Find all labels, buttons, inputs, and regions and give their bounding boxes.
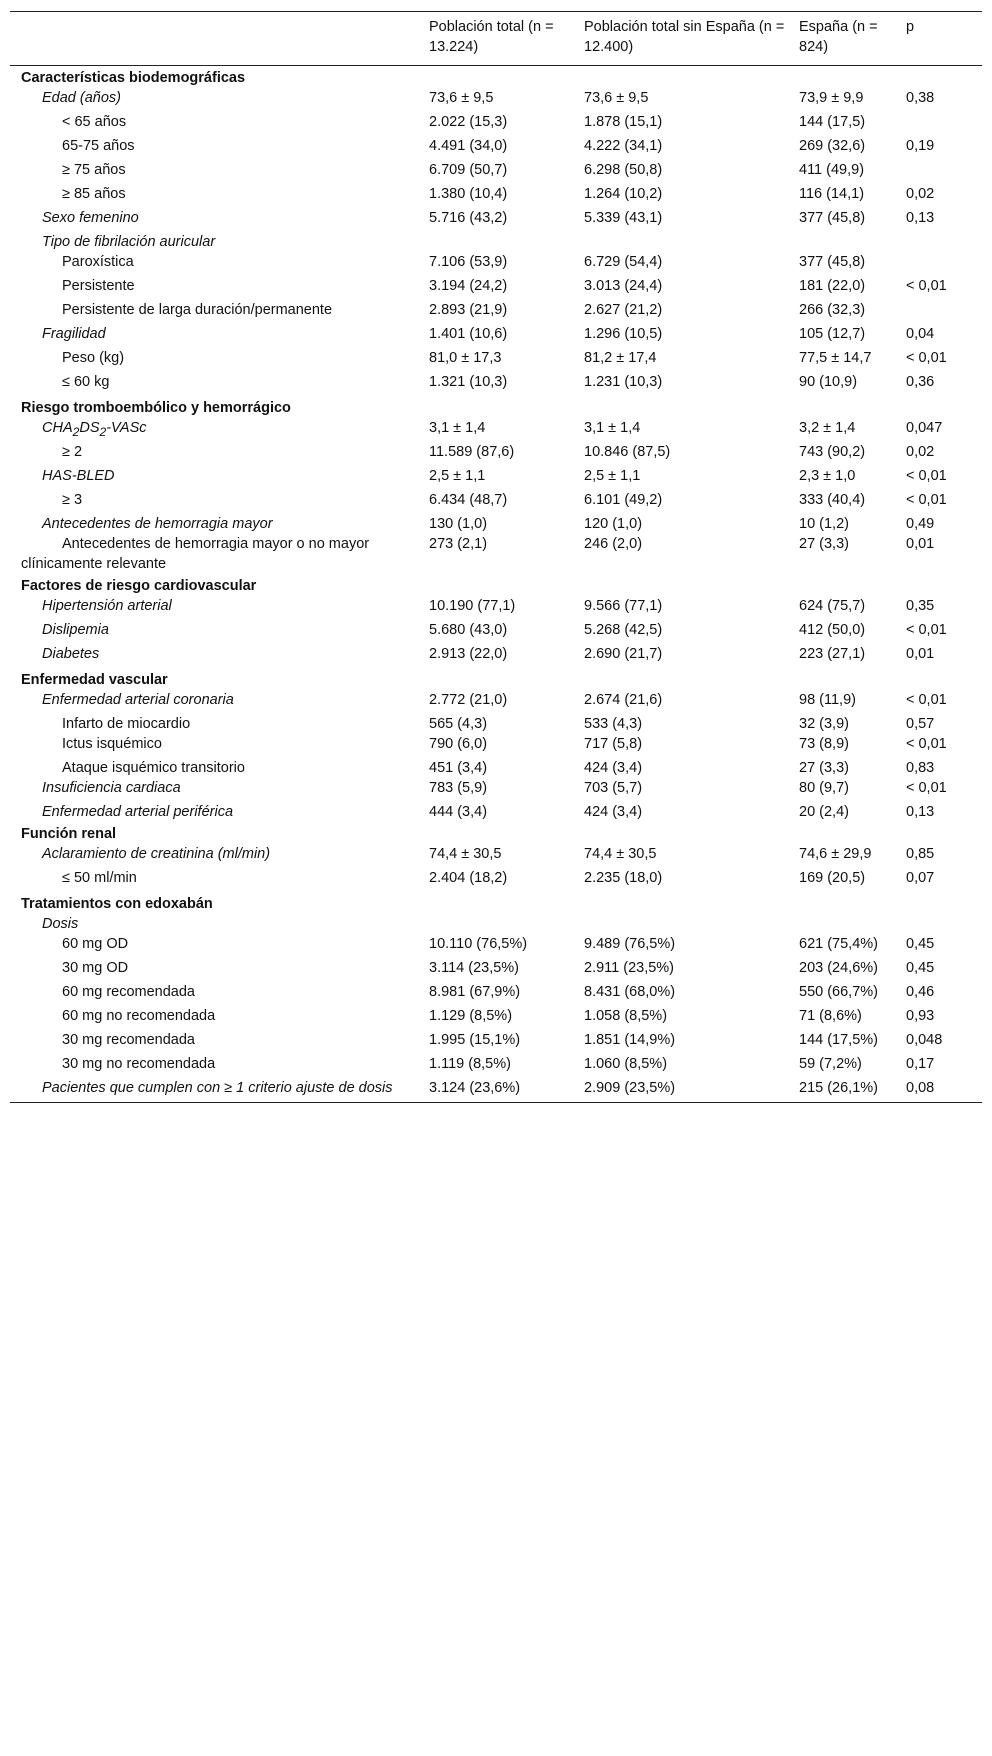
cell-p: 0,93: [906, 1007, 935, 1024]
row-label: 30 mg recomendada: [62, 1031, 195, 1048]
cell-total: 1.401 (10,6): [429, 326, 508, 342]
cell-espana: 223 (27,1): [799, 645, 866, 662]
table-row: [10, 778, 982, 802]
table-row: [10, 300, 982, 324]
table-row: [10, 534, 982, 574]
row-label: Ictus isquémico: [62, 735, 162, 752]
cell-sin-espana: 533 (4,3): [584, 715, 643, 732]
table-row: [10, 690, 982, 714]
cell-sin-espana: 5.339 (43,1): [584, 210, 663, 226]
cell-total: 81,0 ± 17,3: [429, 350, 502, 366]
cell-p: 0,13: [906, 210, 935, 226]
cell-p: [906, 252, 982, 276]
cell-sin-espana: 1.851 (14,9%): [584, 1031, 676, 1048]
table-row: [10, 934, 982, 958]
cell-sin-espana: 74,4 ± 30,5: [584, 845, 657, 862]
table-row: [10, 252, 982, 276]
header-total: Población total (n = 13.224): [429, 19, 554, 55]
cell-p: 0,01: [906, 535, 935, 552]
cell-p: 0,38: [906, 90, 935, 106]
table-row: [10, 184, 982, 208]
row-label: Pacientes que cumplen con ≥ 1 criterio ajuste de dosis: [42, 1079, 393, 1096]
cell-p: 0,08: [906, 1079, 935, 1096]
cell-total: [429, 232, 584, 252]
cell-espana: 333 (40,4): [799, 491, 866, 508]
cell-espana: 105 (12,7): [799, 326, 866, 342]
cell-total: 3,1 ± 1,4: [429, 420, 486, 436]
row-label: Tipo de fibrilación auricular: [42, 234, 216, 250]
cell-total: 74,4 ± 30,5: [429, 845, 502, 862]
cell-sin-espana: 246 (2,0): [584, 535, 643, 552]
cell-sin-espana: 9.489 (76,5%): [584, 935, 676, 952]
cell-total: 2.893 (21,9): [429, 302, 508, 318]
cell-sin-espana: 1.878 (15,1): [584, 114, 663, 130]
row-label: ≤ 60 kg: [62, 374, 110, 390]
section-title: Función renal: [21, 825, 117, 842]
cell-p: 0,57: [906, 715, 935, 732]
cell-sin-espana: 6.298 (50,8): [584, 162, 663, 178]
cell-total: 7.106 (53,9): [429, 254, 508, 270]
cell-total: 2.404 (18,2): [429, 869, 508, 886]
row-label: Persistente: [62, 278, 135, 294]
cell-total: 2,5 ± 1,1: [429, 467, 486, 484]
row-label: Diabetes: [42, 645, 100, 662]
cell-espana: [799, 232, 906, 252]
cell-p: 0,85: [906, 845, 935, 862]
header-row: [10, 12, 982, 66]
cell-p: 0,02: [906, 443, 935, 460]
cell-total: 1.119 (8,5%): [429, 1055, 511, 1072]
cell-p: < 0,01: [906, 735, 947, 752]
row-label: Edad (años): [42, 90, 121, 106]
table-row: [10, 514, 982, 534]
cell-sin-espana: 1.264 (10,2): [584, 186, 663, 202]
cell-espana: 90 (10,9): [799, 374, 858, 390]
cell-sin-espana: 8.431 (68,0%): [584, 983, 676, 1000]
table-row: [10, 596, 982, 620]
cell-espana: 2,3 ± 1,0: [799, 467, 856, 484]
cell-p: 0,047: [906, 420, 943, 436]
cell-sin-espana: 2.690 (21,7): [584, 645, 663, 662]
cell-espana: 116 (14,1): [799, 186, 865, 202]
cell-p: [906, 232, 982, 252]
cell-p: 0,45: [906, 935, 935, 952]
cell-espana: 80 (9,7): [799, 779, 849, 796]
row-label: < 65 años: [62, 114, 127, 130]
row-label: Enfermedad arterial coronaria: [42, 691, 234, 708]
table-row: [10, 844, 982, 868]
cell-total: 444 (3,4): [429, 803, 488, 820]
row-label: Hipertensión arterial: [42, 597, 172, 614]
cell-espana: 71 (8,6%): [799, 1007, 862, 1024]
cell-sin-espana: 2.674 (21,6): [584, 691, 663, 708]
cell-espana: 73 (8,9): [799, 735, 849, 752]
cell-espana: 32 (3,9): [799, 715, 849, 732]
section-header: [10, 892, 982, 914]
table-row: [10, 208, 982, 232]
cell-sin-espana: 6.101 (49,2): [584, 491, 663, 508]
cell-p: < 0,01: [906, 350, 947, 366]
cell-total: 273 (2,1): [429, 535, 488, 552]
cell-espana: 10 (1,2): [799, 515, 849, 532]
label-subscript: 2: [72, 424, 80, 439]
section-header: [10, 66, 982, 89]
cell-sin-espana: 3.013 (24,4): [584, 278, 663, 294]
cell-total: 10.110 (76,5%): [429, 935, 528, 952]
cell-total: 3.194 (24,2): [429, 278, 508, 294]
cell-p: 0,01: [906, 645, 935, 662]
cell-espana: 266 (32,3): [799, 302, 866, 318]
cell-p: < 0,01: [906, 278, 947, 294]
row-label: 30 mg OD: [62, 959, 129, 976]
cell-p: 0,83: [906, 759, 935, 776]
cell-sin-espana: 717 (5,8): [584, 735, 643, 752]
table-row: [10, 418, 982, 442]
row-label: ≥ 75 años: [62, 162, 126, 178]
row-label: ≥ 85 años: [62, 186, 126, 202]
cell-total: 8.981 (67,9%): [429, 983, 521, 1000]
cell-sin-espana: 4.222 (34,1): [584, 138, 663, 154]
cell-espana: [799, 914, 906, 934]
cell-p: [906, 300, 982, 324]
row-label: Dislipemia: [42, 621, 109, 638]
section-title: Factores de riesgo cardiovascular: [21, 577, 257, 594]
row-label: Persistente de larga duración/permanente: [62, 302, 333, 318]
row-label: ≤ 50 ml/min: [62, 869, 137, 886]
cell-total: [429, 914, 584, 934]
cell-total: 1.321 (10,3): [429, 374, 508, 390]
cell-espana: 144 (17,5%): [799, 1031, 878, 1048]
row-label: 65-75 años: [62, 138, 135, 154]
cell-total: 2.022 (15,3): [429, 114, 508, 130]
cell-total: 1.380 (10,4): [429, 186, 508, 202]
row-label: Enfermedad arterial periférica: [42, 803, 234, 820]
cell-p: [906, 914, 982, 934]
row-label: 60 mg no recomendada: [62, 1007, 216, 1024]
cell-sin-espana: 1.296 (10,5): [584, 326, 663, 342]
cell-espana: 624 (75,7): [799, 597, 866, 614]
table-row: [10, 442, 982, 466]
cell-espana: 3,2 ± 1,4: [799, 420, 856, 436]
row-label: ≥ 2: [62, 443, 83, 460]
cell-p: 0,048: [906, 1031, 943, 1048]
table-row: [10, 490, 982, 514]
cell-total: 3.124 (23,6%): [429, 1079, 521, 1096]
cell-sin-espana: [584, 232, 799, 252]
cell-sin-espana: 3,1 ± 1,4: [584, 420, 641, 436]
table-row: [10, 758, 982, 778]
table-row: [10, 112, 982, 136]
cell-total: 6.709 (50,7): [429, 162, 508, 178]
table-row: [10, 466, 982, 490]
table-row: [10, 1078, 982, 1103]
table-row: [10, 734, 982, 758]
section-header: [10, 574, 982, 596]
row-label: 60 mg recomendada: [62, 983, 195, 1000]
header-label-col: [10, 12, 429, 66]
table-row: [10, 136, 982, 160]
cell-sin-espana: 2.235 (18,0): [584, 869, 663, 886]
cell-p: < 0,01: [906, 779, 947, 796]
row-label: Paroxística: [62, 254, 134, 270]
cell-p: < 0,01: [906, 467, 947, 484]
table-row: [10, 160, 982, 184]
table-row: [10, 914, 982, 934]
cell-p: 0,13: [906, 803, 935, 820]
row-label: Peso (kg): [62, 350, 125, 366]
table-row: [10, 372, 982, 396]
cell-total: 5.716 (43,2): [429, 210, 508, 226]
cell-sin-espana: 2,5 ± 1,1: [584, 467, 641, 484]
cell-p: 0,02: [906, 186, 935, 202]
label-part: DS: [79, 420, 100, 436]
cell-espana: 74,6 ± 29,9: [799, 845, 872, 862]
cell-total: 73,6 ± 9,5: [429, 90, 494, 106]
cell-espana: 377 (45,8): [799, 254, 866, 270]
section-title: Tratamientos con edoxabán: [21, 895, 213, 912]
cell-sin-espana: 2.909 (23,5%): [584, 1079, 676, 1096]
cell-sin-espana: 73,6 ± 9,5: [584, 90, 649, 106]
cell-total: 130 (1,0): [429, 515, 488, 532]
cell-sin-espana: 1.060 (8,5%): [584, 1055, 668, 1072]
cell-p: 0,35: [906, 597, 935, 614]
table-row: [10, 868, 982, 892]
cell-total: 451 (3,4): [429, 759, 488, 776]
cell-p: 0,19: [906, 138, 935, 154]
row-label: Fragilidad: [42, 326, 106, 342]
cell-espana: 743 (90,2): [799, 443, 866, 460]
row-label: Insuficiencia cardiaca: [42, 779, 181, 796]
section-header: [10, 396, 982, 418]
cell-sin-espana: 81,2 ± 17,4: [584, 350, 657, 366]
cell-total: 3.114 (23,5%): [429, 959, 520, 976]
row-label: Sexo femenino: [42, 210, 139, 226]
label-subscript: 2: [99, 424, 107, 439]
cell-espana: 550 (66,7%): [799, 983, 878, 1000]
cell-total: 2.913 (22,0): [429, 645, 508, 662]
cell-espana: 73,9 ± 9,9: [799, 90, 864, 106]
header-sin-espana: Población total sin España (n = 12.400): [584, 19, 785, 55]
cell-sin-espana: 1.231 (10,3): [584, 374, 663, 390]
cell-sin-espana: 424 (3,4): [584, 803, 643, 820]
cell-p: < 0,01: [906, 491, 947, 508]
cell-total: 11.589 (87,6): [429, 443, 515, 460]
row-label: Dosis: [42, 915, 79, 932]
cell-total: 783 (5,9): [429, 779, 488, 796]
cell-total: 790 (6,0): [429, 735, 488, 752]
cell-sin-espana: 10.846 (87,5): [584, 443, 671, 460]
cell-p: 0,46: [906, 983, 935, 1000]
cell-p: [906, 160, 982, 184]
cell-espana: 59 (7,2%): [799, 1055, 862, 1072]
table-row: [10, 1054, 982, 1078]
table-row: [10, 88, 982, 112]
cell-p: 0,07: [906, 869, 935, 886]
table-row: [10, 958, 982, 982]
cell-total: 6.434 (48,7): [429, 491, 508, 508]
row-label-cha2ds2vasc: [10, 418, 429, 442]
cell-p: 0,36: [906, 374, 935, 390]
cell-espana: 411 (49,9): [799, 162, 865, 178]
cell-p: 0,17: [906, 1055, 935, 1072]
cell-sin-espana: 5.268 (42,5): [584, 621, 663, 638]
header-espana: España (n = 824): [799, 19, 878, 55]
cell-p: 0,45: [906, 959, 935, 976]
section-title: Enfermedad vascular: [21, 671, 168, 688]
cell-espana: 144 (17,5): [799, 114, 866, 130]
table-row: [10, 620, 982, 644]
section-header: [10, 668, 982, 690]
section-title: Riesgo tromboembólico y hemorrágico: [21, 400, 291, 416]
cell-total: 4.491 (34,0): [429, 138, 508, 154]
row-label: HAS-BLED: [42, 467, 115, 484]
cell-p: < 0,01: [906, 691, 947, 708]
cell-espana: 169 (20,5): [799, 869, 866, 886]
cell-espana: 412 (50,0): [799, 621, 866, 638]
cell-espana: 621 (75,4%): [799, 935, 878, 952]
table-row: [10, 348, 982, 372]
cell-sin-espana: 424 (3,4): [584, 759, 643, 776]
cell-espana: 269 (32,6): [799, 138, 866, 154]
cell-espana: 377 (45,8): [799, 210, 866, 226]
cell-sin-espana: 2.627 (21,2): [584, 302, 663, 318]
cell-espana: 181 (22,0): [799, 278, 866, 294]
cell-espana: 215 (26,1%): [799, 1079, 878, 1096]
row-label: ≥ 3: [62, 491, 83, 508]
row-label: Aclaramiento de creatinina (ml/min): [42, 845, 271, 862]
table-row: [10, 1030, 982, 1054]
cell-espana: 203 (24,6%): [799, 959, 878, 976]
cell-sin-espana: 1.058 (8,5%): [584, 1007, 668, 1024]
cell-p: < 0,01: [906, 621, 947, 638]
cell-total: 1.995 (15,1%): [429, 1031, 521, 1048]
cell-sin-espana: [584, 914, 799, 934]
row-label: 30 mg no recomendada: [62, 1055, 216, 1072]
cell-sin-espana: 703 (5,7): [584, 779, 643, 796]
cell-espana: 98 (11,9): [799, 691, 856, 708]
cell-total: 10.190 (77,1): [429, 597, 516, 614]
cell-espana: 27 (3,3): [799, 535, 849, 552]
table-row: [10, 644, 982, 668]
row-label: Ataque isquémico transitorio: [62, 759, 245, 776]
table-row: [10, 802, 982, 822]
cell-sin-espana: 120 (1,0): [584, 515, 643, 532]
cell-p: 0,49: [906, 515, 935, 532]
table-row: [10, 324, 982, 348]
cell-sin-espana: 2.911 (23,5%): [584, 959, 675, 976]
row-label: Infarto de miocardio: [62, 715, 191, 732]
row-label: 60 mg OD: [62, 935, 129, 952]
section-header: [10, 822, 982, 844]
cell-total: 1.129 (8,5%): [429, 1007, 513, 1024]
cell-total: 2.772 (21,0): [429, 691, 508, 708]
cell-sin-espana: 9.566 (77,1): [584, 597, 663, 614]
row-label: Antecedentes de hemorragia mayor o no mayor clínicamente relevante: [21, 535, 370, 572]
characteristics-table: [10, 11, 982, 1103]
row-label: Antecedentes de hemorragia mayor: [42, 515, 273, 532]
cell-total: 565 (4,3): [429, 715, 488, 732]
table-row: [10, 982, 982, 1006]
cell-p: 0,04: [906, 326, 935, 342]
header-p: p: [906, 19, 915, 35]
table-row: [10, 714, 982, 734]
cell-p: [906, 112, 982, 136]
label-part: -VASc: [106, 420, 147, 436]
cell-sin-espana: 6.729 (54,4): [584, 254, 663, 270]
table-row: [10, 1006, 982, 1030]
cell-espana: 27 (3,3): [799, 759, 849, 776]
table-row: [10, 276, 982, 300]
cell-total: 5.680 (43,0): [429, 621, 508, 638]
cell-espana: 77,5 ± 14,7: [799, 350, 872, 366]
table-row: [10, 232, 982, 252]
label-part: CHA: [42, 420, 73, 436]
cell-espana: 20 (2,4): [799, 803, 849, 820]
section-title: Características biodemográficas: [21, 70, 246, 86]
